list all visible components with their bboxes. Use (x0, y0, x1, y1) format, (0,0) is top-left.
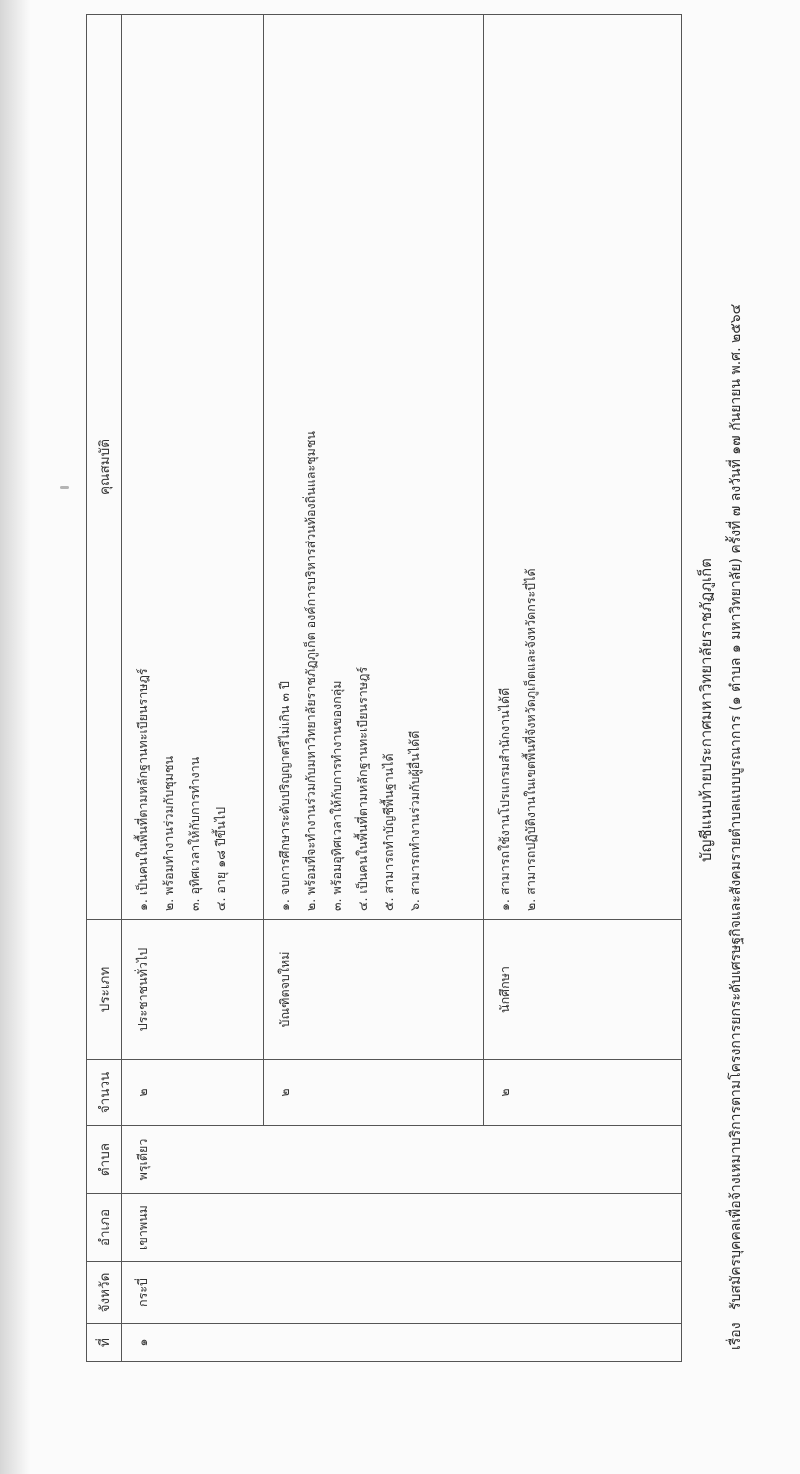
table-header-row (87, 15, 122, 1362)
qualification-item: ๑. สามารถใช้งานโปรแกรมสำนักงานได้ดี (497, 687, 512, 911)
cell-no: ๑ (122, 1324, 682, 1362)
qualification-item: ๓. พร้อมอุทิศเวลาให้กับการทำงานของกลุ่ม (329, 680, 344, 911)
header-type: ประเภท (87, 920, 122, 1060)
cell-district: เขาพนม (122, 1194, 682, 1262)
table-row (122, 15, 264, 1362)
cell-amount: ๒ (264, 1060, 484, 1126)
qualification-item: ๔. อายุ ๑๘ ปีขึ้นไป (213, 806, 228, 911)
qualification-item: ๑. เป็นคนในพื้นที่ตามหลักฐานทะเบียนราษฎร์ (135, 668, 150, 911)
header-amount: จำนวน (87, 1060, 122, 1126)
header-no: ที่ (87, 1324, 122, 1362)
qualification-item: ๖. สามารถทำงานร่วมกับผู้อื่นได้ดี (407, 730, 422, 911)
subject-label: เรื่อง (728, 1322, 744, 1350)
cell-type: บัณฑิตจบใหม่ (264, 920, 484, 1060)
qualification-item: ๒. สามารถปฏิบัติงานในเขตพื้นที่จังหวัดภูเก็ตและจังหวัดกระบี่ได้ (523, 568, 538, 911)
qualification-item: ๕. สามารถทำบัญชีพื้นฐานได้ (381, 753, 396, 911)
document-subject (725, 304, 747, 1350)
cell-province: กระบี่ (122, 1262, 682, 1324)
cell-type: นักศึกษา (484, 920, 682, 1060)
header-district: อำเภอ (87, 1194, 122, 1262)
header-province: จังหวัด (87, 1262, 122, 1324)
qualification-item: ๑. จบการศึกษาระดับปริญญาตรีไม่เกิน ๓ ปี (277, 681, 292, 911)
header-qualification: คุณสมบัติ (87, 15, 122, 920)
subject-text: รับสมัครบุคคลเพื่อจ้างเหมาบริการตามโครงการยกระดับเศรษฐกิจและสังคมรายตำบลแบบบูรณาการ (๑ ตำบล ๑ มหาวิทยาลัย) ครั้งที่ ๗ ลงวันที่ ๑๗ กันยายน พ.ศ. ๒๕๖๔ (728, 303, 744, 1310)
cell-amount: ๒ (484, 1060, 682, 1126)
cell-type: ประชาชนทั่วไป (122, 920, 264, 1060)
qualification-item: ๔. เป็นคนในพื้นที่ตามหลักฐานทะเบียนราษฎร์ (355, 666, 370, 911)
cell-qualifications (122, 15, 264, 920)
cell-amount: ๒ (122, 1060, 264, 1126)
qualification-item: ๒. พร้อมทำงานร่วมกับชุมชน (161, 755, 176, 911)
cell-qualifications (264, 15, 484, 920)
qualification-item: ๒. พร้อมที่จะทำงานร่วมกับมหาวิทยาลัยราชภัฏภูเก็ต องค์การบริหารส่วนท้องถิ่นและชุมชน (303, 431, 318, 911)
cell-qualifications (484, 15, 682, 920)
cell-subdistrict: พรุเตียว (122, 1126, 682, 1194)
header-subdistrict: ตำบล (87, 1126, 122, 1194)
document-title: บัญชีแนบท้ายประกาศมหาวิทยาลัยราชภัฏภูเก็ต (697, 558, 715, 862)
qualification-item: ๓. อุทิศเวลาให้กับการทำงาน (187, 756, 202, 911)
positions-table (86, 14, 682, 1362)
